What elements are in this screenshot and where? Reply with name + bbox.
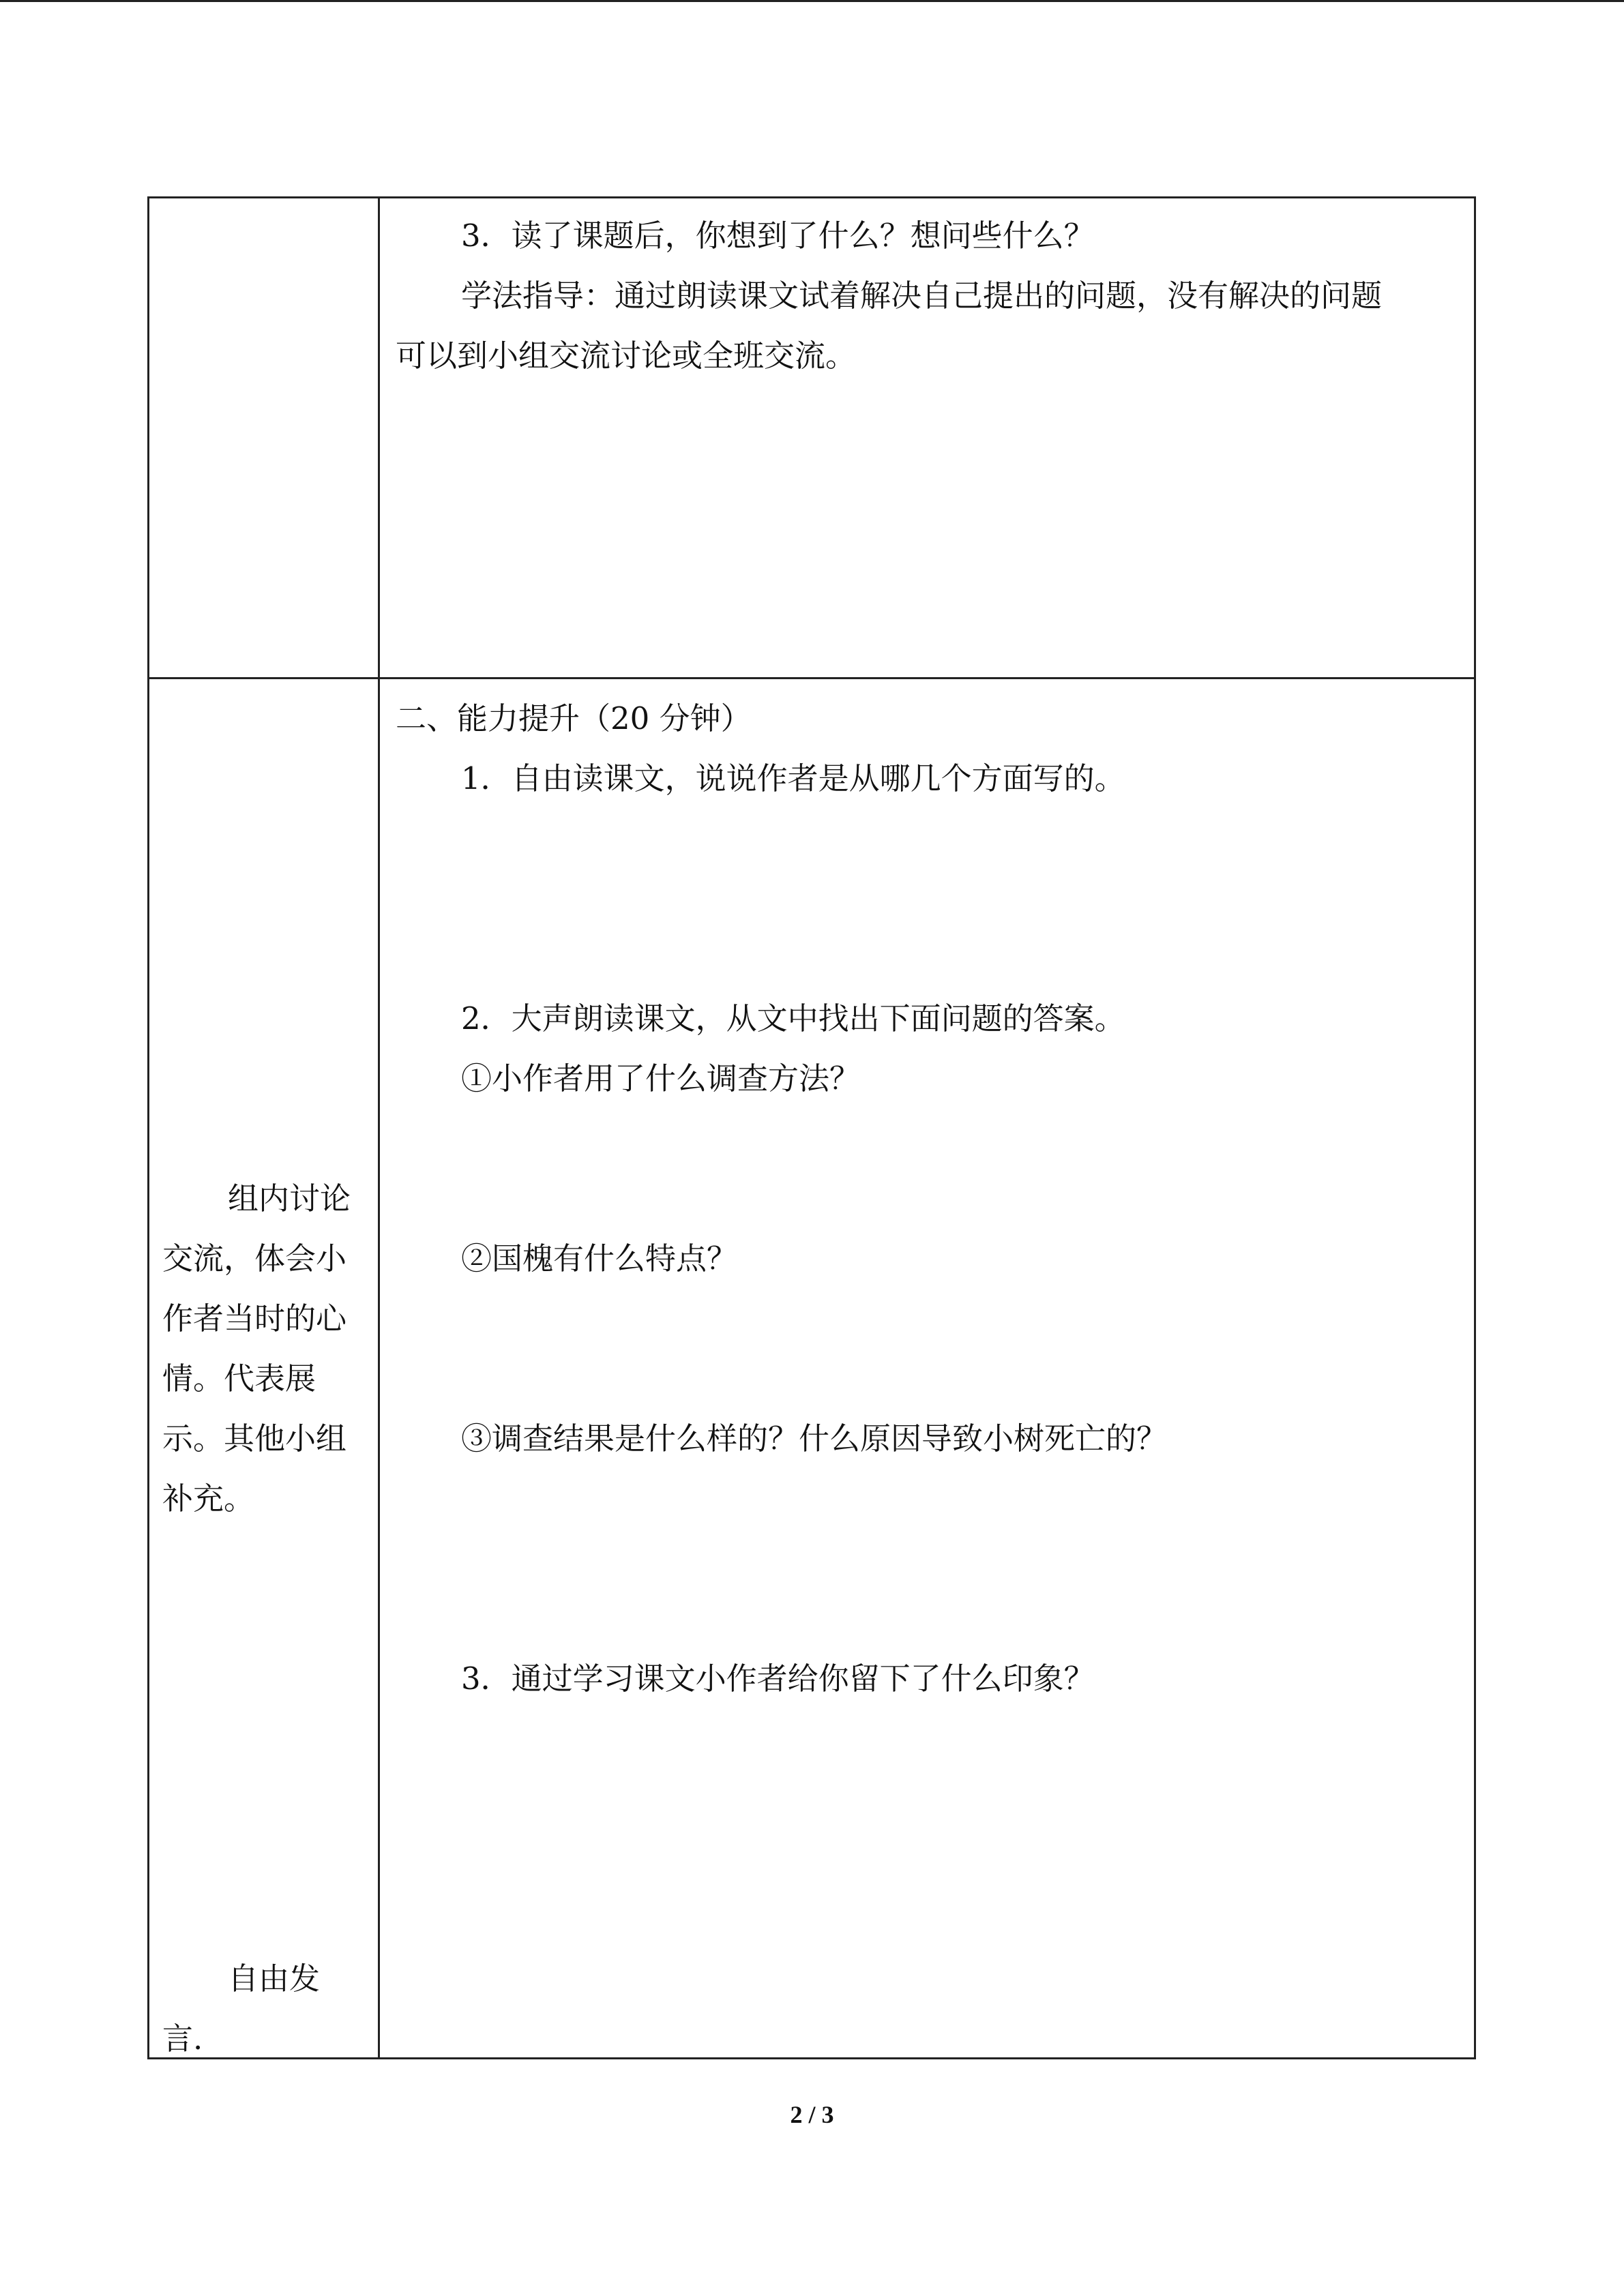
column-divider [378, 196, 380, 2059]
left-note-line: 作者当时的心 [162, 1300, 347, 1337]
section-title-ability: 二、能力提升（20 分钟） [396, 700, 752, 736]
left-note-line: 情。代表展 [162, 1360, 316, 1397]
question-3-read-title: 3．读了课题后，你想到了什么？想问些什么？ [461, 218, 1095, 254]
left-note-line: 组内讨论 [228, 1180, 351, 1217]
worksheet-table [147, 196, 1476, 2059]
page-number: 2 / 3 [790, 2101, 834, 2128]
page-top-border [0, 0, 1624, 2]
left-note-line: 交流，体会小 [162, 1240, 347, 1277]
question-2-sub-c: ③调查结果是什么样的？什么原因导致小树死亡的？ [461, 1420, 1168, 1457]
question-1-free-reading: 1．自由读课文，说说作者是从哪几个方面写的。 [461, 760, 1125, 796]
question-2-sub-b: ②国槐有什么特点？ [461, 1240, 738, 1277]
left-note-line: 示。其他小组 [162, 1420, 347, 1457]
question-3-impression: 3．通过学习课文小作者给你留下了什么印象？ [461, 1660, 1095, 1697]
row-divider [147, 677, 1476, 679]
left-note-line: 补充。 [162, 1480, 255, 1517]
left-note2-line: 言. [162, 2021, 203, 2057]
left-note2-line: 自由发 [228, 1960, 321, 1997]
question-2-sub-a: ①小作者用了什么调查方法？ [461, 1060, 861, 1097]
study-guide-line-2: 可以到小组交流讨论或全班交流。 [396, 338, 857, 374]
question-2-loud-reading: 2．大声朗读课文，从文中找出下面问题的答案。 [461, 1000, 1125, 1037]
study-guide-line-1: 学法指导：通过朗读课文试着解决自己提出的问题，没有解决的问题 [461, 278, 1383, 314]
